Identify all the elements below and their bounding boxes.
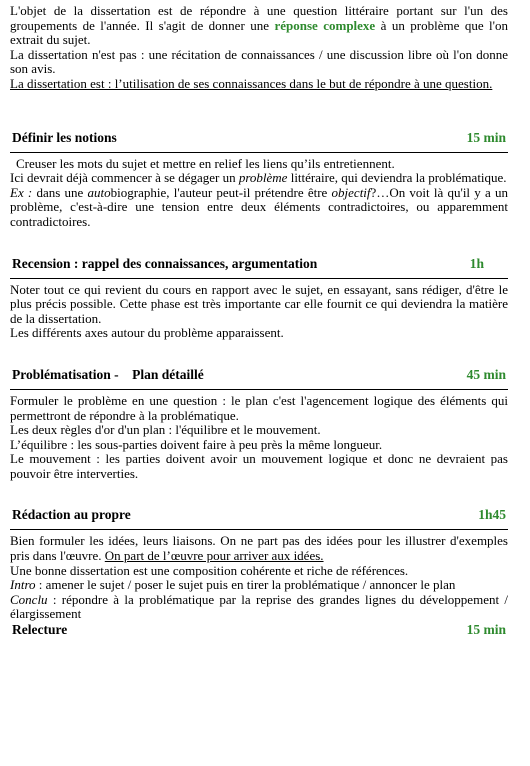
text: dans une [32,184,88,200]
section-duration: 15 min [466,622,506,638]
section-body [10,152,508,230]
highlight-complex-answer: réponse complexe [274,17,376,33]
section-title: Définir les notions [12,129,117,145]
body-line: Les différents axes autour du problème apparaissent. [10,325,284,341]
definition-positive: La dissertation est : l’utilisation de ses connaissances dans le but de répondre à une question. [10,75,493,91]
section-recension [10,256,508,341]
text: Ici devrait déjà commencer à se dégager un [10,170,239,186]
example-line [10,186,508,230]
intro-text-end: à un problème que l'on extrait du sujet. [10,17,509,48]
section-problematisation [10,367,508,482]
text: ?…On voit là qu'il y a un problème, c'est-à-dire une tension entre deux éléments contradictoires, ou apparemment contradictoires. [10,184,508,229]
body-line [10,171,508,186]
body-line: Le mouvement : les parties doivent avoir un mouvement logique et donc ne devraient pas pouvoir être interverties. [10,451,508,481]
body-line: L’équilibre : les sous-parties doivent faire à peu près la même longueur. [10,436,383,452]
section-title: Rédaction au propre [12,507,131,523]
section-title: Relecture [12,622,68,638]
section-definir [10,130,508,230]
text-italic: auto [87,184,111,200]
intro-block [10,4,508,92]
text: : amener le sujet / poser le sujet puis en tirer la problématique / annoncer le plan [35,577,456,593]
document-page [10,4,508,638]
text-italic: problème [238,170,288,186]
section-body [10,529,508,622]
body-line: Une bonne dissertation est une composition cohérente et riche de références. [10,562,409,578]
intro-text: L'objet de la dissertation est de répondre à une question littéraire portant sur l'un des groupements de l'année. Il s'agit de donner une [10,3,508,33]
section-header [10,507,508,523]
section-body [10,278,508,341]
text: littéraire, qui deviendra la problématique. [287,170,507,186]
section-duration: 15 min [466,129,506,145]
body-line [10,534,508,563]
section-title: Problématisation - Plan détaillé [12,366,204,382]
section-duration: 45 min [466,366,506,382]
definition-negative: La dissertation n'est pas : une récitation de connaissances / une discussion libre où l'on donne son avis. [10,46,508,77]
body-line: Noter tout ce qui revient du cours en rapport avec le sujet, en essayant, sans rédiger, d'être le plus précis possible. Cette phase est très importante car elle fournit ce qui deviendra la matière de la dissertation. [10,281,508,326]
body-line: Les deux règles d'or d'un plan : l'équilibre et le mouvement. [10,422,321,438]
section-header [10,367,508,383]
section-header [10,130,508,146]
text: Bien formuler les idées, leurs liaisons. On ne part pas des idées pour les illustrer d'exemples pris dans l'œuvre. [10,533,508,564]
section-title: Recension : rappel des connaissances, argumentation [12,255,318,271]
text: : répondre à la problématique par la reprise des grandes lignes du développement / élargissement [10,591,508,622]
section-header [10,256,508,272]
conclusion-label: Conclu [10,591,48,607]
section-duration: 1h [469,255,484,271]
body-line: Creuser les mots du sujet et mettre en relief les liens qu’ils entretiennent. [16,155,395,171]
text-underlined: On part de l’œuvre pour arriver aux idées. [104,548,324,564]
section-relecture [10,622,508,638]
section-body [10,389,508,482]
intro-label: Intro [10,577,36,593]
example-label: Ex : [10,184,33,200]
text-italic: objectif [331,184,371,200]
text: biographie, l'auteur peut-il prétendre être [110,184,332,200]
intro-line [10,578,508,593]
section-redaction [10,507,508,622]
body-line: Formuler le problème en une question : le plan c'est l'agencement logique des éléments qui permettront de répondre à la problématique. [10,392,508,423]
section-duration: 1h45 [478,507,506,523]
intro-paragraph [10,4,508,48]
conclusion-line [10,593,508,622]
